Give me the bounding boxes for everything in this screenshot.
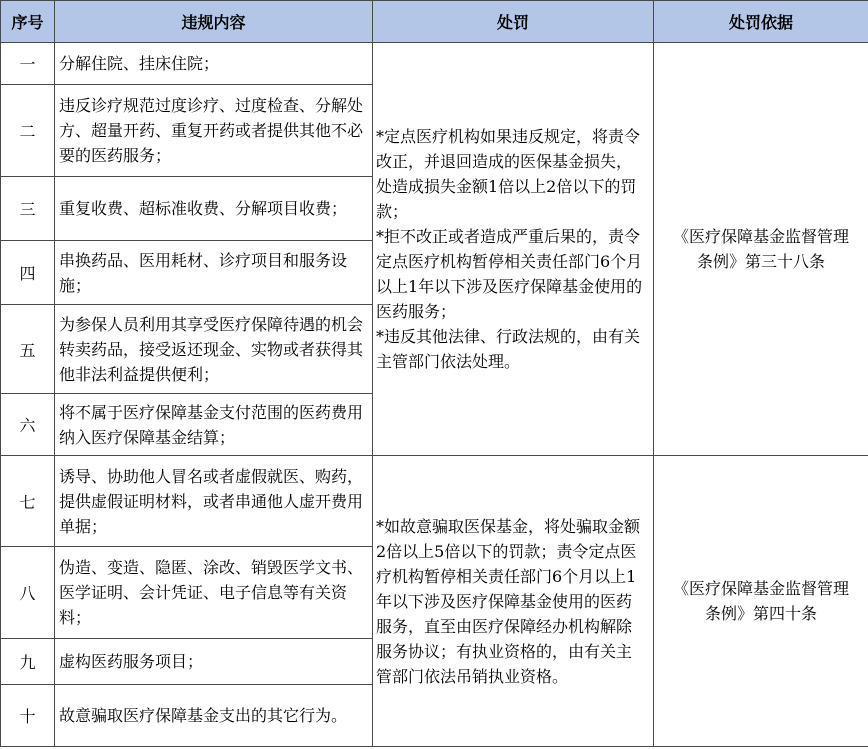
header-row — [1, 1, 868, 43]
violation-text: 伪造、变造、隐匿、涂改、销毁医学文书、医学证明、会计凭证、电子信息等有关资料； — [55, 547, 373, 639]
header-penalty: 处罚 — [373, 1, 654, 43]
basis-cell-1: 《医疗保障基金监督管理条例》第三十八条 — [654, 43, 868, 456]
violation-text: 将不属于医疗保障基金支付范围的医药费用纳入医疗保障基金结算； — [55, 394, 373, 456]
penalty-line: *定点医疗机构如果违反规定，将责令改正，并退回造成的医保基金损失，处造成损失金额1倍以上2倍以下的罚款； — [376, 127, 641, 221]
violation-text: 重复收费、超标准收费、分解项目收费； — [55, 177, 373, 241]
header-basis: 处罚依据 — [654, 1, 868, 43]
row-index: 一 — [1, 43, 55, 85]
row-index: 七 — [1, 456, 55, 547]
violation-text: 故意骗取医疗保障基金支出的其它行为。 — [55, 685, 373, 747]
penalty-line: *违反其他法律、行政法规的，由有关主管部门依法处理。 — [376, 327, 641, 371]
violation-text: 违反诊疗规范过度诊疗、过度检查、分解处方、超量开药、重复开药或者提供其他不必要的医药服务； — [55, 85, 373, 177]
row-index: 二 — [1, 85, 55, 177]
penalty-cell-1 — [373, 43, 654, 456]
table-row — [1, 43, 868, 85]
penalty-line: *如故意骗取医保基金，将处骗取金额2倍以上5倍以下的罚款；责令定点医疗机构暂停相关责任部门6个月以上1年以下涉及医疗保障基金使用的医药服务，直至由医疗保障经办机构解除服务协议；有执业资格的，由有关主管部门依法吊销执业资格。 — [376, 516, 641, 686]
row-index: 九 — [1, 639, 55, 685]
violation-text: 虚构医药服务项目； — [55, 639, 373, 685]
penalty-cell-2 — [373, 456, 654, 747]
header-index: 序号 — [1, 1, 55, 43]
row-index: 六 — [1, 394, 55, 456]
basis-cell-2: 《医疗保障基金监督管理条例》第四十条 — [654, 456, 868, 747]
row-index: 八 — [1, 547, 55, 639]
violation-text: 诱导、协助他人冒名或者虚假就医、购药，提供虚假证明材料，或者串通他人虚开费用单据； — [55, 456, 373, 547]
violation-text: 为参保人员利用其享受医疗保障待遇的机会转卖药品，接受返还现金、实物或者获得其他非法利益提供便利； — [55, 305, 373, 394]
row-index: 五 — [1, 305, 55, 394]
row-index: 四 — [1, 241, 55, 305]
violation-text: 串换药品、医用耗材、诊疗项目和服务设施； — [55, 241, 373, 305]
row-index: 三 — [1, 177, 55, 241]
row-index: 十 — [1, 685, 55, 747]
table-row — [1, 456, 868, 547]
header-violation: 违规内容 — [55, 1, 373, 43]
violation-text: 分解住院、挂床住院； — [55, 43, 373, 85]
penalty-line: *拒不改正或者造成严重后果的，责令定点医疗机构暂停相关责任部门6个月以上1年以下涉及医疗保障基金使用的医药服务； — [376, 227, 643, 321]
